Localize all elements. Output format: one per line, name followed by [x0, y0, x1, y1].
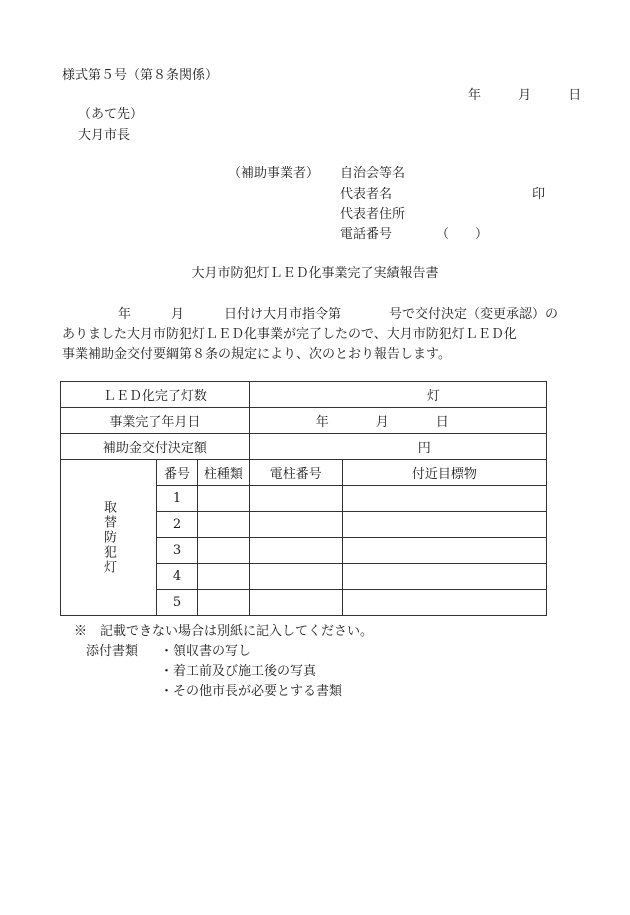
report-body [62, 305, 582, 365]
phone-parentheses: （ ） [436, 227, 489, 242]
addressee-label: （あて先） [78, 107, 144, 122]
pole-number-cell[interactable] [249, 486, 342, 512]
header-pole-number: 電柱番号 [249, 460, 342, 486]
table-row [61, 382, 547, 408]
attachments-label: 添付書類 [86, 644, 139, 659]
landmark-cell[interactable] [342, 538, 546, 564]
document-title: 大月市防犯灯ＬＥＤ化事業完了実績報告書 [191, 266, 439, 281]
body-line-1 [62, 305, 582, 325]
report-table [60, 381, 547, 616]
submission-date [468, 88, 581, 104]
applicant-representative-label: 代表者名 [340, 187, 393, 202]
completion-date-value [249, 408, 546, 434]
date-year: 年 [468, 88, 482, 103]
row-number: 3 [157, 538, 198, 564]
landmark-cell[interactable] [342, 590, 546, 616]
body-line-2: ありました大月市防犯灯ＬＥＤ化事業が完了したので、大月市防犯灯ＬＥＤ化 [62, 327, 517, 342]
form-number: 様式第５号（第８条関係） [62, 68, 219, 83]
completion-day: 日 [435, 415, 449, 430]
header-landmark: 付近目標物 [342, 460, 546, 486]
applicant-label: （補助事業者） [228, 166, 320, 181]
led-count-label: ＬＥＤ化完了灯数 [61, 382, 250, 408]
subsidy-amount-label: 補助金交付決定額 [61, 434, 250, 460]
replacement-lights-text: 取替防犯灯 [101, 500, 116, 575]
date-day: 日 [568, 88, 582, 103]
addressee-name: 大月市長 [78, 128, 131, 143]
replacement-lights-label [61, 460, 157, 616]
pole-number-cell[interactable] [249, 590, 342, 616]
body-end: 号で交付決定（変更承認）の [389, 307, 559, 322]
pole-type-cell[interactable] [198, 512, 250, 538]
pole-type-cell[interactable] [198, 590, 250, 616]
header-number: 番号 [157, 460, 198, 486]
attachment-item: ・領収書の写し [160, 644, 252, 659]
pole-number-cell[interactable] [249, 538, 342, 564]
applicant-address-label: 代表者住所 [340, 207, 406, 222]
header-pole-type: 柱種類 [198, 460, 250, 486]
applicant-phone-label: 電話番号 [340, 227, 393, 242]
note: ※ 記載できない場合は別紙に記入してください。 [74, 624, 374, 639]
led-count-value: 灯 [249, 382, 546, 408]
body-year: 年 [118, 307, 132, 322]
date-month: 月 [518, 88, 532, 103]
subsidy-amount-value: 円 [249, 434, 546, 460]
seal-mark: 印 [532, 187, 546, 202]
body-mid: 日付け大月市指令第 [224, 307, 342, 322]
body-month: 月 [171, 307, 185, 322]
row-number: 4 [157, 564, 198, 590]
landmark-cell[interactable] [342, 486, 546, 512]
pole-number-cell[interactable] [249, 512, 342, 538]
pole-type-cell[interactable] [198, 486, 250, 512]
pole-type-cell[interactable] [198, 538, 250, 564]
table-row [61, 408, 547, 434]
row-number: 2 [157, 512, 198, 538]
pole-type-cell[interactable] [198, 564, 250, 590]
table-row [61, 460, 547, 486]
applicant-org-label: 自治会等名 [340, 166, 406, 181]
body-line-3: 事業補助金交付要綱第８条の規定により、次のとおり報告します。 [62, 347, 451, 362]
table-row [61, 434, 547, 460]
row-number: 5 [157, 590, 198, 616]
completion-year: 年 [315, 415, 329, 430]
landmark-cell[interactable] [342, 564, 546, 590]
landmark-cell[interactable] [342, 512, 546, 538]
row-number: 1 [157, 486, 198, 512]
completion-month: 月 [375, 415, 389, 430]
completion-date-label: 事業完了年月日 [61, 408, 250, 434]
pole-number-cell[interactable] [249, 564, 342, 590]
attachment-item: ・その他市長が必要とする書類 [160, 684, 343, 699]
attachment-item: ・着工前及び施工後の写真 [160, 664, 317, 679]
